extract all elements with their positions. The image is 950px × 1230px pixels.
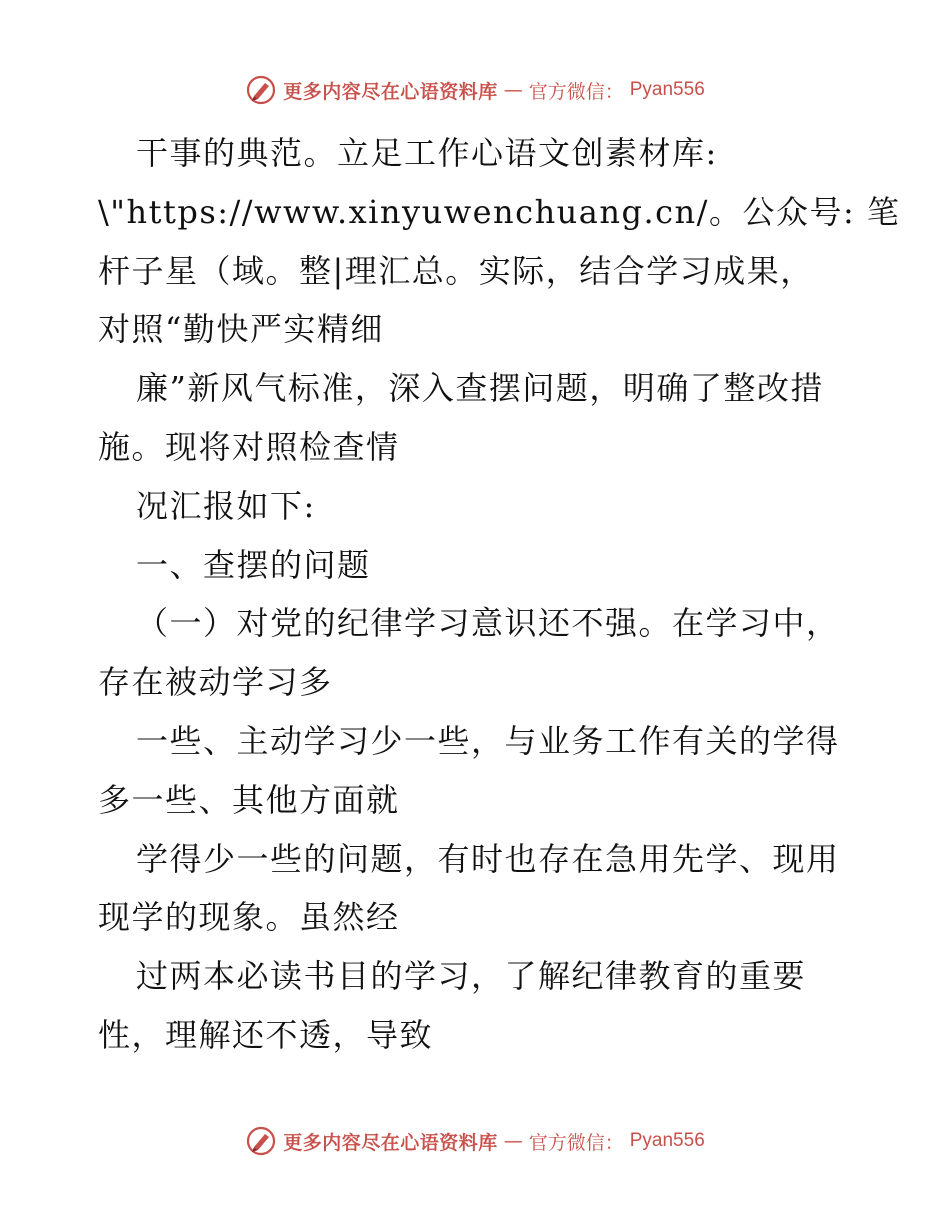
text-line: \"https://www.xinyuwenchuang.cn/。公众号: 笔	[98, 192, 901, 231]
footer-watermark	[0, 1121, 950, 1161]
text-line: 廉”新风气标准，深入查摆问题，明确了整改措	[136, 369, 824, 408]
text-line: 杆子星（域。整|理汇总。实际，结合学习成果，	[98, 251, 814, 290]
watermark-wechat-label: 官方微信：	[528, 80, 624, 103]
text-line: （一）对党的纪律学习意识还不强。在学习中，	[136, 604, 840, 643]
watermark-dash: —	[503, 1130, 523, 1152]
document-body	[98, 124, 901, 1065]
text-line: 一些、主动学习少一些，与业务工作有关的学得	[136, 721, 840, 760]
text-line: 性，理解还不透，导致	[98, 1015, 434, 1054]
text-line: 施。现将对照检查情	[98, 427, 400, 466]
watermark-wechat-id: Pyan556	[629, 79, 705, 100]
pen-logo-icon	[245, 1125, 277, 1157]
watermark-dash: —	[503, 79, 523, 101]
watermark-wechat-label: 官方微信：	[528, 1131, 624, 1154]
text-line: 现学的现象。虽然经	[98, 898, 400, 937]
text-line: 多一些、其他方面就	[98, 780, 400, 819]
text-line: 况汇报如下:	[136, 486, 316, 525]
pen-logo-icon	[245, 74, 277, 106]
text-line: 一、查摆的问题	[136, 545, 371, 584]
text-line: 存在被动学习多	[98, 663, 333, 702]
watermark-main-text: 更多内容尽在心语资料库	[283, 80, 498, 103]
text-line: 过两本必读书目的学习，了解纪律教育的重要	[136, 957, 807, 996]
watermark-wechat-id: Pyan556	[629, 1130, 705, 1151]
watermark-main-text: 更多内容尽在心语资料库	[283, 1131, 498, 1154]
text-line: 对照“勤快严实精细	[98, 310, 384, 349]
text-line: 干事的典范。立足工作心语文创素材库:	[136, 134, 718, 172]
header-watermark	[0, 70, 950, 110]
text-line: 学得少一些的问题，有时也存在急用先学、现用	[136, 839, 840, 878]
